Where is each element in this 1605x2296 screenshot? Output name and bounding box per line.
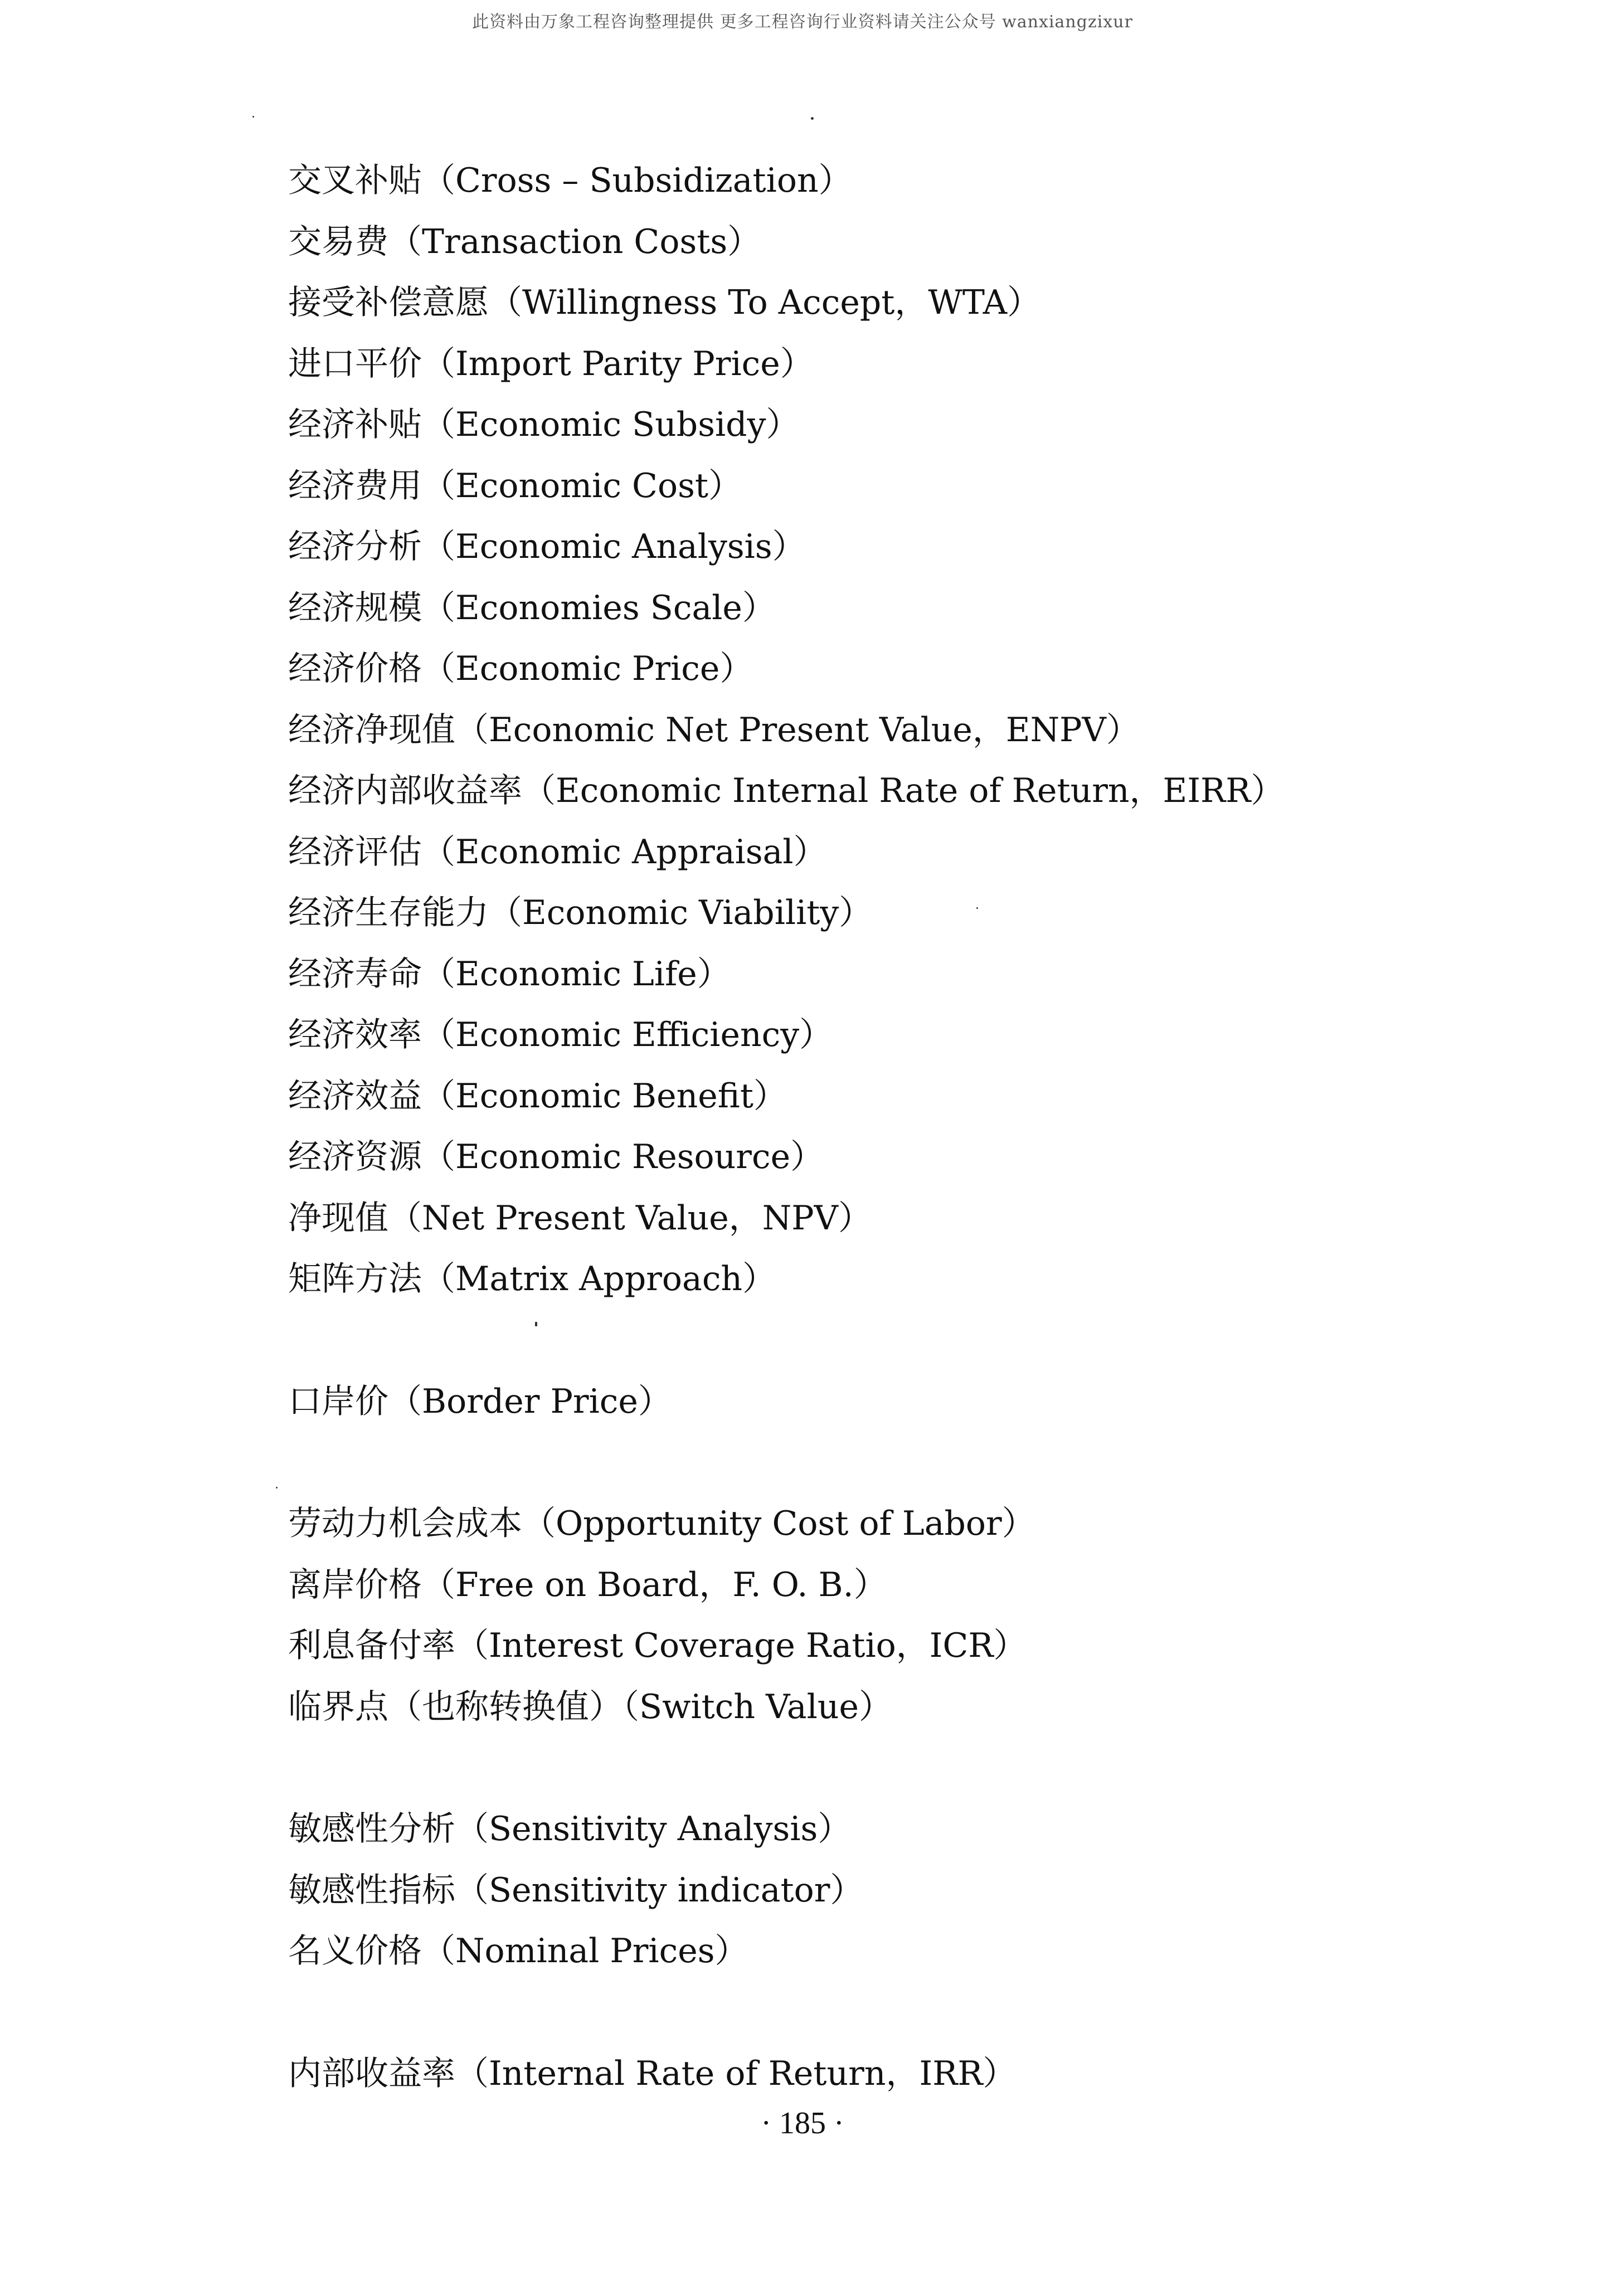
scan-speck xyxy=(535,1322,537,1326)
glossary-entry: 进口平价（Import Parity Price） xyxy=(288,344,814,383)
scan-speck xyxy=(252,116,254,118)
scan-speck xyxy=(276,1487,278,1488)
glossary-entry: 交易费（Transaction Costs） xyxy=(288,222,761,261)
glossary-entry: 经济费用（Economic Cost） xyxy=(288,466,742,505)
glossary-entry: 内部收益率（Internal Rate of Return，IRR） xyxy=(288,2054,1016,2093)
glossary-entry: 经济效益（Economic Benefit） xyxy=(288,1076,787,1116)
glossary-entry: 经济价格（Economic Price） xyxy=(288,649,753,688)
glossary-entry: 矩阵方法（Matrix Approach） xyxy=(288,1259,776,1298)
glossary-entry: 口岸价（Border Price） xyxy=(288,1382,672,1421)
glossary-entry: 经济净现值（Economic Net Present Value，ENPV） xyxy=(288,710,1140,750)
glossary-entry: 经济效率（Economic Efficiency） xyxy=(288,1015,833,1054)
glossary-entry: 经济规模（Economies Scale） xyxy=(288,588,776,627)
glossary-entry: 敏感性分析（Sensitivity Analysis） xyxy=(288,1809,852,1849)
glossary-entry: 临界点（也称转换值）（Switch Value） xyxy=(288,1687,893,1726)
glossary-list xyxy=(288,150,1514,2104)
glossary-entry: 离岸价格（Free on Board，F. O. B.） xyxy=(288,1565,887,1604)
glossary-entry: 劳动力机会成本（Opportunity Cost of Labor） xyxy=(288,1504,1035,1543)
glossary-entry: 经济评估（Economic Appraisal） xyxy=(288,832,827,872)
glossary-entry: 名义价格（Nominal Prices） xyxy=(288,1932,748,1971)
glossary-entry: 经济分析（Economic Analysis） xyxy=(288,527,806,566)
glossary-group-n xyxy=(288,2044,1514,2105)
glossary-entry: 经济内部收益率（Economic Internal Rate of Return，EIRR） xyxy=(288,771,1285,810)
glossary-entry: 接受补偿意愿（Willingness To Accept，WTA） xyxy=(288,283,1041,322)
glossary-group-m xyxy=(288,1799,1514,1982)
glossary-group-j xyxy=(288,150,1514,1310)
scan-speck xyxy=(976,907,978,909)
glossary-entry: 敏感性指标（Sensitivity indicator） xyxy=(288,1870,864,1910)
glossary-entry: 经济资源（Economic Resource） xyxy=(288,1137,824,1176)
header-watermark: 此资料由万象工程咨询整理提供 更多工程咨询行业资料请关注公众号 wanxiangzixur xyxy=(472,12,1133,32)
glossary-entry: 经济补贴（Economic Subsidy） xyxy=(288,405,800,444)
glossary-group-k xyxy=(288,1371,1514,1433)
scan-speck xyxy=(811,117,814,120)
glossary-entry: 经济寿命（Economic Life） xyxy=(288,954,731,994)
glossary-group-l xyxy=(288,1494,1514,1738)
page-number: · 185 · xyxy=(761,2106,844,2141)
glossary-entry: 交叉补贴（Cross – Subsidization） xyxy=(288,161,852,200)
glossary-entry: 净现值（Net Present Value，NPV） xyxy=(288,1198,872,1238)
glossary-entry: 经济生存能力（Economic Viability） xyxy=(288,893,873,932)
glossary-entry: 利息备付率（Interest Coverage Ratio，ICR） xyxy=(288,1626,1027,1665)
